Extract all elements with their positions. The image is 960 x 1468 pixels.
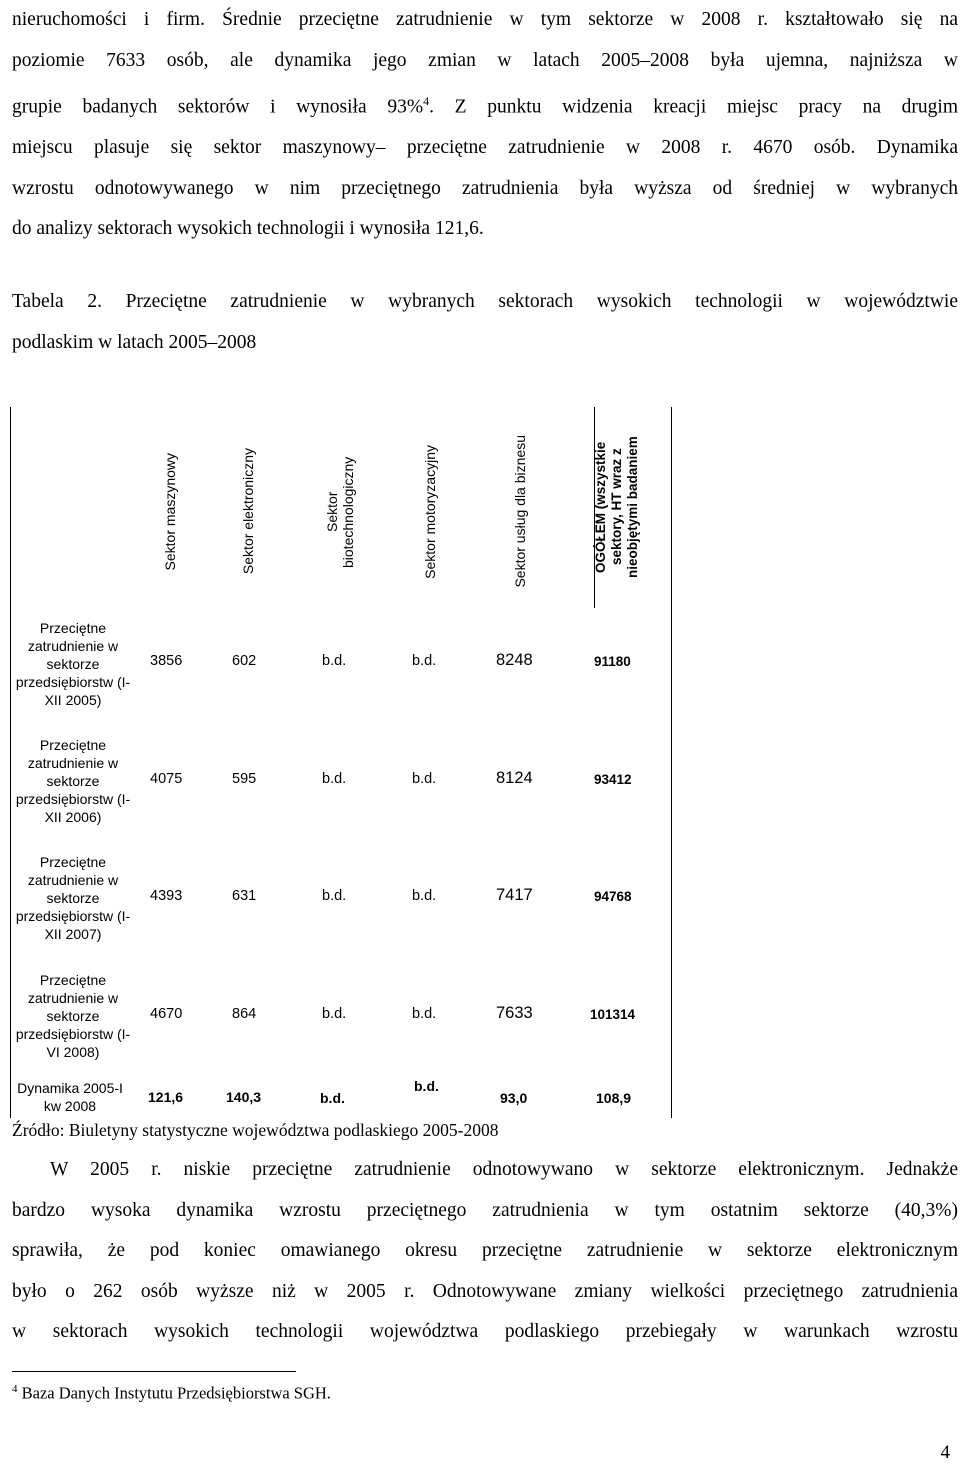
table-cell: 602 bbox=[232, 653, 257, 669]
paragraph-line-with-footnote bbox=[12, 81, 958, 128]
table-cell: 7633 bbox=[496, 1004, 533, 1022]
table-cell: 121,6 bbox=[148, 1089, 184, 1105]
table-caption bbox=[12, 282, 958, 363]
table-cell: 4075 bbox=[150, 771, 183, 787]
paragraph-text: grupie badanych sektorów i wynosiła 93% bbox=[12, 96, 424, 118]
table-cell: 595 bbox=[232, 771, 257, 787]
table-cell: 8248 bbox=[496, 651, 533, 669]
row-label: Dynamika 2005-I kw 2008 bbox=[17, 1080, 123, 1114]
table-cell: b.d. bbox=[412, 771, 437, 787]
footnote-separator bbox=[12, 1371, 296, 1372]
paragraph-line: sprawiła, że pod koniec omawianego okresu przeciętne zatrudnienie w sektorze elektronicznym bbox=[12, 1240, 958, 1261]
table-cell: 4670 bbox=[150, 1006, 183, 1022]
column-header-total: OGÓŁEM (wszystkie sektory, HT wraz z nieobjętymi badaniem bbox=[593, 436, 640, 578]
table-cell: 7417 bbox=[496, 886, 533, 904]
column-header: Sektor usług dla biznesu bbox=[512, 435, 528, 588]
table-cell-total: 91180 bbox=[594, 654, 631, 669]
table-cell: b.d. bbox=[322, 888, 347, 904]
column-header: Sektor elektroniczny bbox=[240, 448, 256, 575]
footnote-reference[interactable]: 4 bbox=[423, 94, 430, 108]
table-cell: b.d. bbox=[322, 1006, 347, 1022]
page-number: 4 bbox=[940, 1442, 950, 1463]
paragraph-line: W 2005 r. niskie przeciętne zatrudnienie odnotowywano w sektorze elektronicznym. Jednakże bbox=[50, 1159, 958, 1180]
paragraph-line: wzrostu odnotowywanego w nim przeciętnego zatrudnienia była wyższa od średniej w wybranych bbox=[12, 177, 958, 199]
table-cell: 4393 bbox=[150, 888, 183, 904]
table-cell-total: 93412 bbox=[594, 772, 632, 787]
table-cell-total: 101314 bbox=[590, 1007, 636, 1022]
table-cell-total: 94768 bbox=[594, 889, 632, 904]
caption-line: Tabela 2. Przeciętne zatrudnienie w wybranych sektorach wysokich technologii w województwie bbox=[12, 291, 958, 312]
footnote bbox=[12, 1383, 331, 1404]
paragraph-line: bardzo wysoka dynamika wzrostu przeciętnego zatrudnienia w tym ostatnim sektorze (40,3%) bbox=[12, 1199, 958, 1221]
caption-line: podlaskim w latach 2005–2008 bbox=[12, 331, 257, 353]
table-cell-total: 108,9 bbox=[596, 1090, 632, 1106]
table-cell: 864 bbox=[232, 1006, 257, 1022]
column-header: Sektor motoryzacyjny bbox=[422, 444, 438, 579]
table-cell: 8124 bbox=[496, 769, 533, 787]
column-header: Sektor biotechnologiczny bbox=[324, 455, 356, 568]
table-cell: b.d. bbox=[320, 1090, 345, 1106]
table-cell: b.d. bbox=[412, 1006, 437, 1022]
footnote-text: Baza Danych Instytutu Przedsiębiorstwa SGH. bbox=[21, 1383, 331, 1403]
employment-table bbox=[10, 407, 672, 1118]
table-source: Źródło: Biuletyny statystyczne województwa podlaskiego 2005-2008 bbox=[12, 1120, 499, 1140]
table-cell: b.d. bbox=[322, 653, 347, 669]
table-cell: b.d. bbox=[414, 1078, 439, 1094]
paragraph-line: poziomie 7633 osób, ale dynamika jego zmian w latach 2005–2008 była ujemna, najniższa w bbox=[12, 49, 958, 71]
table-border bbox=[671, 407, 672, 1118]
column-header: Sektor maszynowy bbox=[162, 452, 178, 571]
paragraph-line: w sektorach wysokich technologii województwa podlaskiego przebiegały w warunkach wzrostu bbox=[12, 1321, 958, 1342]
body-paragraph-1 bbox=[12, 0, 958, 250]
table-cell: 631 bbox=[232, 888, 257, 904]
table-cell: b.d. bbox=[412, 888, 437, 904]
footnote-number: 4 bbox=[12, 1383, 18, 1395]
row-label: Przeciętne zatrudnienie w sektorze przedsiębiorstw (I-XII 2005) bbox=[15, 620, 131, 708]
table-cell: 93,0 bbox=[500, 1090, 528, 1106]
row-label: Przeciętne zatrudnienie w sektorze przedsiębiorstw (I-VI 2008) bbox=[15, 972, 131, 1060]
table-cell: 140,3 bbox=[226, 1089, 262, 1105]
table-cell: 3856 bbox=[150, 653, 183, 669]
row-label: Przeciętne zatrudnienie w sektorze przedsiębiorstw (I-XII 2007) bbox=[15, 854, 131, 942]
table-cell: b.d. bbox=[322, 771, 347, 787]
row-label: Przeciętne zatrudnienie w sektorze przedsiębiorstw (I-XII 2006) bbox=[15, 737, 131, 825]
paragraph-line: miejscu plasuje się sektor maszynowy– przeciętne zatrudnienie w 2008 r. 4670 osób. Dynamika bbox=[12, 137, 958, 158]
paragraph-line: do analizy sektorach wysokich technologii i wynosiła 121,6. bbox=[12, 218, 484, 239]
paragraph-text: . Z punktu widzenia kreacji miejsc pracy na drugim bbox=[429, 96, 959, 118]
paragraph-line: nieruchomości i firm. Średnie przeciętne zatrudnienie w tym sektorze w 2008 r. kształtowało się na bbox=[12, 9, 958, 30]
paragraph-line: było o 262 osób wyższe niż w 2005 r. Odnotowywane zmiany wielkości przeciętnego zatrudnienia bbox=[12, 1280, 958, 1302]
body-paragraph-2 bbox=[12, 1150, 958, 1353]
table-cell: b.d. bbox=[412, 653, 437, 669]
